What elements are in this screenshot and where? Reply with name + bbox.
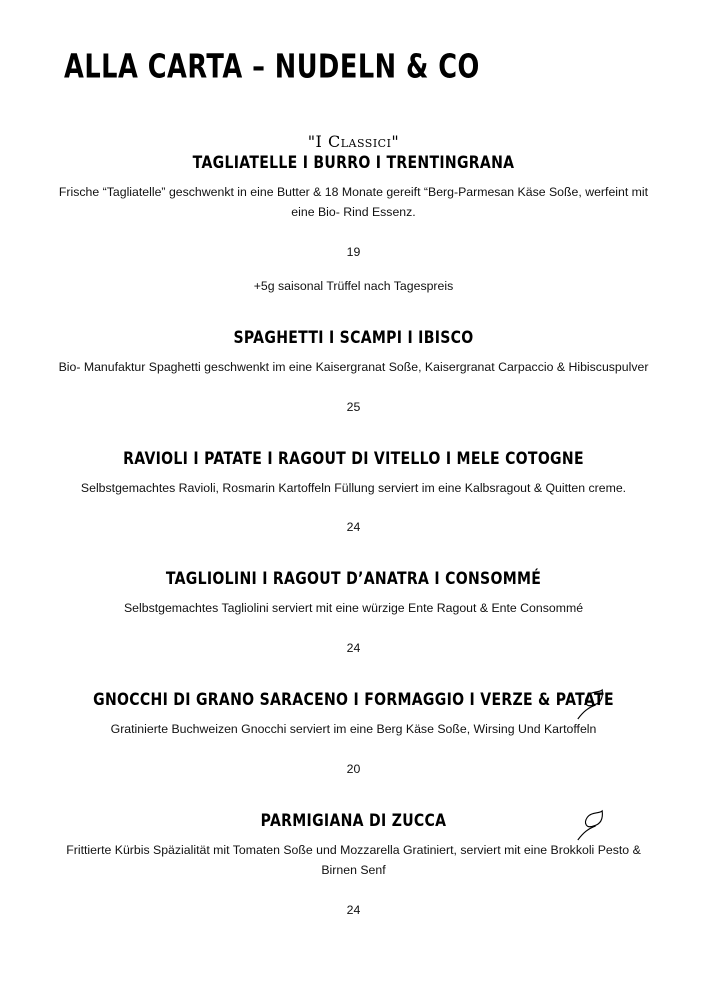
menu-list: [40, 132, 667, 917]
menu-item-name: PARMIGIANA DI ZUCCA: [260, 812, 447, 831]
menu-item-description: Frittierte Kürbis Späzialität mit Tomaten Soße und Mozzarella Gratiniert, serviert mit eine Brokkoli Pesto & Birnen Senf: [66, 843, 641, 877]
menu-item-price: 20: [346, 762, 361, 777]
menu-item-price: 25: [346, 399, 361, 414]
menu-item-description: Gratinierte Buchweizen Gnocchi serviert im eine Berg Käse Soße, Wirsing Und Kartoffeln: [110, 722, 597, 737]
menu-item: [40, 153, 667, 293]
menu-item-description: Selbstgemachtes Ravioli, Rosmarin Kartoffeln Füllung serviert im eine Kalbsragout & Quitten creme.: [80, 480, 627, 495]
menu-item: [40, 449, 667, 535]
menu-item-price: 24: [346, 641, 361, 656]
menu-item-name: SPAGHETTI I SCAMPI I IBISCO: [233, 328, 474, 348]
menu-item-name: TAGLIATELLE I BURRO I TRENTINGRANA: [192, 153, 515, 173]
menu-item: [40, 812, 667, 917]
menu-item-name: TAGLIOLINI I RAGOUT D’ANATRA I CONSOMMÉ: [165, 570, 542, 590]
menu-item-description: Frische “Tagliatelle” geschwenkt in eine Butter & 18 Monate gereift “Berg-Parmesan Käse Soße, werfeint mit eine Bio- Rind Essenz.: [58, 184, 649, 219]
menu-item-name: GNOCCHI DI GRANO SARACENO I FORMAGGIO I VERZE & PATATE: [93, 691, 614, 711]
menu-item-note: +5g saisonal Trüffel nach Tagespreis: [253, 278, 454, 293]
menu-item-description: Bio- Manufaktur Spaghetti geschwenkt im eine Kaisergranat Soße, Kaisergranat Carpaccio & Hibiscuspulver: [58, 359, 649, 374]
menu-item-name: RAVIOLI I PATATE I RAGOUT DI VITELLO I MELE COTOGNE: [123, 449, 584, 469]
page-title: ALLA CARTA – NUDELN & CO: [64, 48, 480, 86]
menu-item: [40, 328, 667, 414]
menu-item-price: 19: [346, 244, 361, 259]
menu-item-price: 24: [346, 902, 361, 917]
menu-item: [40, 691, 667, 777]
menu-item-price: 24: [346, 520, 361, 535]
section-label: "I Classici": [307, 132, 400, 151]
menu-item-description: Selbstgemachtes Tagliolini serviert mit eine würzige Ente Ragout & Ente Consommé: [123, 601, 584, 616]
menu-item: [40, 570, 667, 656]
